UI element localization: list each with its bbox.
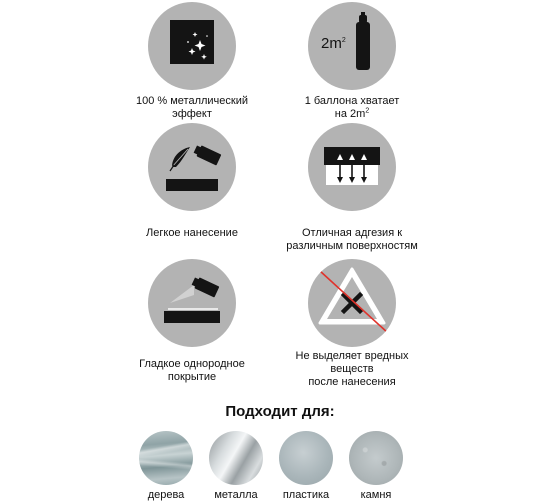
material-stone (341, 431, 411, 501)
material-plastic (271, 431, 341, 501)
material-label: металла (214, 489, 258, 501)
sparkle-metallic-icon (148, 2, 236, 90)
feature-caption: Не выделяет вредных веществ после нанесения (295, 350, 409, 388)
feather-spray-icon (148, 123, 236, 211)
feature-caption: 100 % металлический эффект (135, 95, 249, 120)
suitable-for-title: Подходит для: (225, 403, 335, 420)
feature-caption: 1 баллона хватает на $2m^2$ (304, 95, 400, 120)
material-label: дерева (147, 489, 185, 501)
coverage-badge: $2m^2$ (321, 35, 346, 52)
material-wood (131, 431, 201, 501)
adhesion-arrows-icon (308, 123, 396, 211)
smooth-spray-icon (148, 259, 236, 347)
metal-texture-icon (209, 431, 263, 485)
no-harmful-substances-icon (308, 259, 396, 347)
material-metal (201, 431, 271, 501)
feature-caption: Гладкое однородное покрытие (139, 358, 245, 383)
spray-can-coverage-icon (308, 2, 396, 90)
material-label: камня (360, 489, 392, 501)
stone-texture-icon (349, 431, 403, 485)
feature-caption: Легкое нанесение (146, 227, 238, 239)
feature-caption: Отличная адгезия к различным поверхностям (286, 227, 418, 252)
wood-texture-icon (139, 431, 193, 485)
material-label: пластика (282, 489, 330, 501)
plastic-texture-icon (279, 431, 333, 485)
